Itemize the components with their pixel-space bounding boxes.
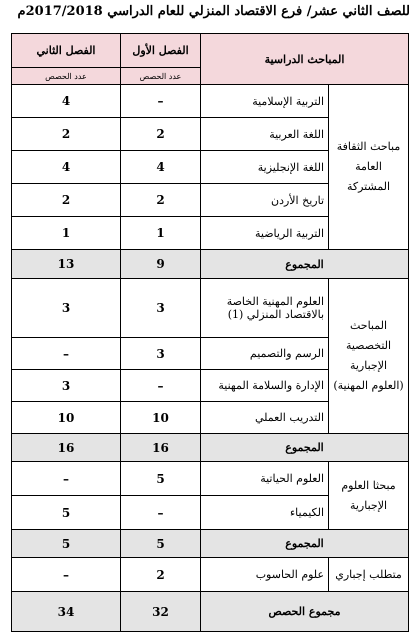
term2-cell: 5 [12,496,121,530]
term2-cell: – [12,338,121,370]
term1-cell: 10 [121,402,201,434]
term1-cell: 1 [121,217,201,250]
term2-grand-total: 34 [12,592,121,632]
subject-cell: اللغة الإنجليزية [201,151,329,184]
document-title: للصف الثاني عشر/ فرع الاقتصاد المنزلي للعام الدراسي 2017/2018م [17,4,410,19]
subject-cell: الرسم والتصميم [201,338,329,370]
subject-cell: العلوم الحياتية [201,462,329,496]
term2-total: 13 [12,250,121,279]
term1-periods-label: عدد الحصص [121,68,201,85]
category-cell: مبحثا العلوم الإجبارية [329,462,409,530]
subject-cell: الإدارة والسلامة المهنية [201,370,329,402]
term2-header: الفصل الثاني [12,34,121,68]
table-row [12,558,409,592]
subject-cell: التدريب العملي [201,402,329,434]
term1-header: الفصل الأول [121,34,201,68]
term2-cell: – [12,558,121,592]
subject-cell: الكيمياء [201,496,329,530]
term1-total: 16 [121,434,201,462]
subjects-header: المباحث الدراسية [201,34,409,85]
total-label: المجموع [201,530,409,558]
category-cell: المباحث التخصصية الإجبارية (العلوم المهنية) [329,279,409,434]
term2-cell: – [12,462,121,496]
term1-cell: 2 [121,558,201,592]
term2-cell: 3 [12,370,121,402]
term2-cell: 4 [12,85,121,118]
table-row [12,462,409,496]
term2-cell: 3 [12,279,121,338]
term1-cell: 3 [121,279,201,338]
term1-cell: – [121,370,201,402]
term2-cell: 4 [12,151,121,184]
term2-periods-label: عدد الحصص [12,68,121,85]
term2-cell: 2 [12,118,121,151]
total-row [12,434,409,462]
term2-cell: 10 [12,402,121,434]
term2-total: 5 [12,530,121,558]
term1-cell: 2 [121,184,201,217]
term1-cell: – [121,496,201,530]
term1-cell: 3 [121,338,201,370]
term2-total: 16 [12,434,121,462]
subject-cell: التربية الرياضية [201,217,329,250]
category-cell: متطلب إجباري [329,558,409,592]
subject-cell: تاريخ الأردن [201,184,329,217]
subject-cell: التربية الإسلامية [201,85,329,118]
category-cell: مباحث الثقافة العامة المشتركة [329,85,409,250]
table-row [12,279,409,338]
term1-cell: – [121,85,201,118]
subject-cell: علوم الحاسوب [201,558,329,592]
term1-grand-total: 32 [121,592,201,632]
total-row [12,530,409,558]
curriculum-table [11,33,409,632]
subject-cell: العلوم المهنية الخاصة بالاقتصاد المنزلي (1) [201,279,329,338]
term1-total: 5 [121,530,201,558]
grand-total-label: مجموع الحصص [201,592,409,632]
term1-cell: 4 [121,151,201,184]
subject-cell: اللغة العربية [201,118,329,151]
total-row [12,250,409,279]
total-label: المجموع [201,434,409,462]
term1-cell: 2 [121,118,201,151]
table-row [12,85,409,118]
term2-cell: 2 [12,184,121,217]
total-label: المجموع [201,250,409,279]
term1-cell: 5 [121,462,201,496]
grand-total-row [12,592,409,632]
term2-cell: 1 [12,217,121,250]
term1-total: 9 [121,250,201,279]
